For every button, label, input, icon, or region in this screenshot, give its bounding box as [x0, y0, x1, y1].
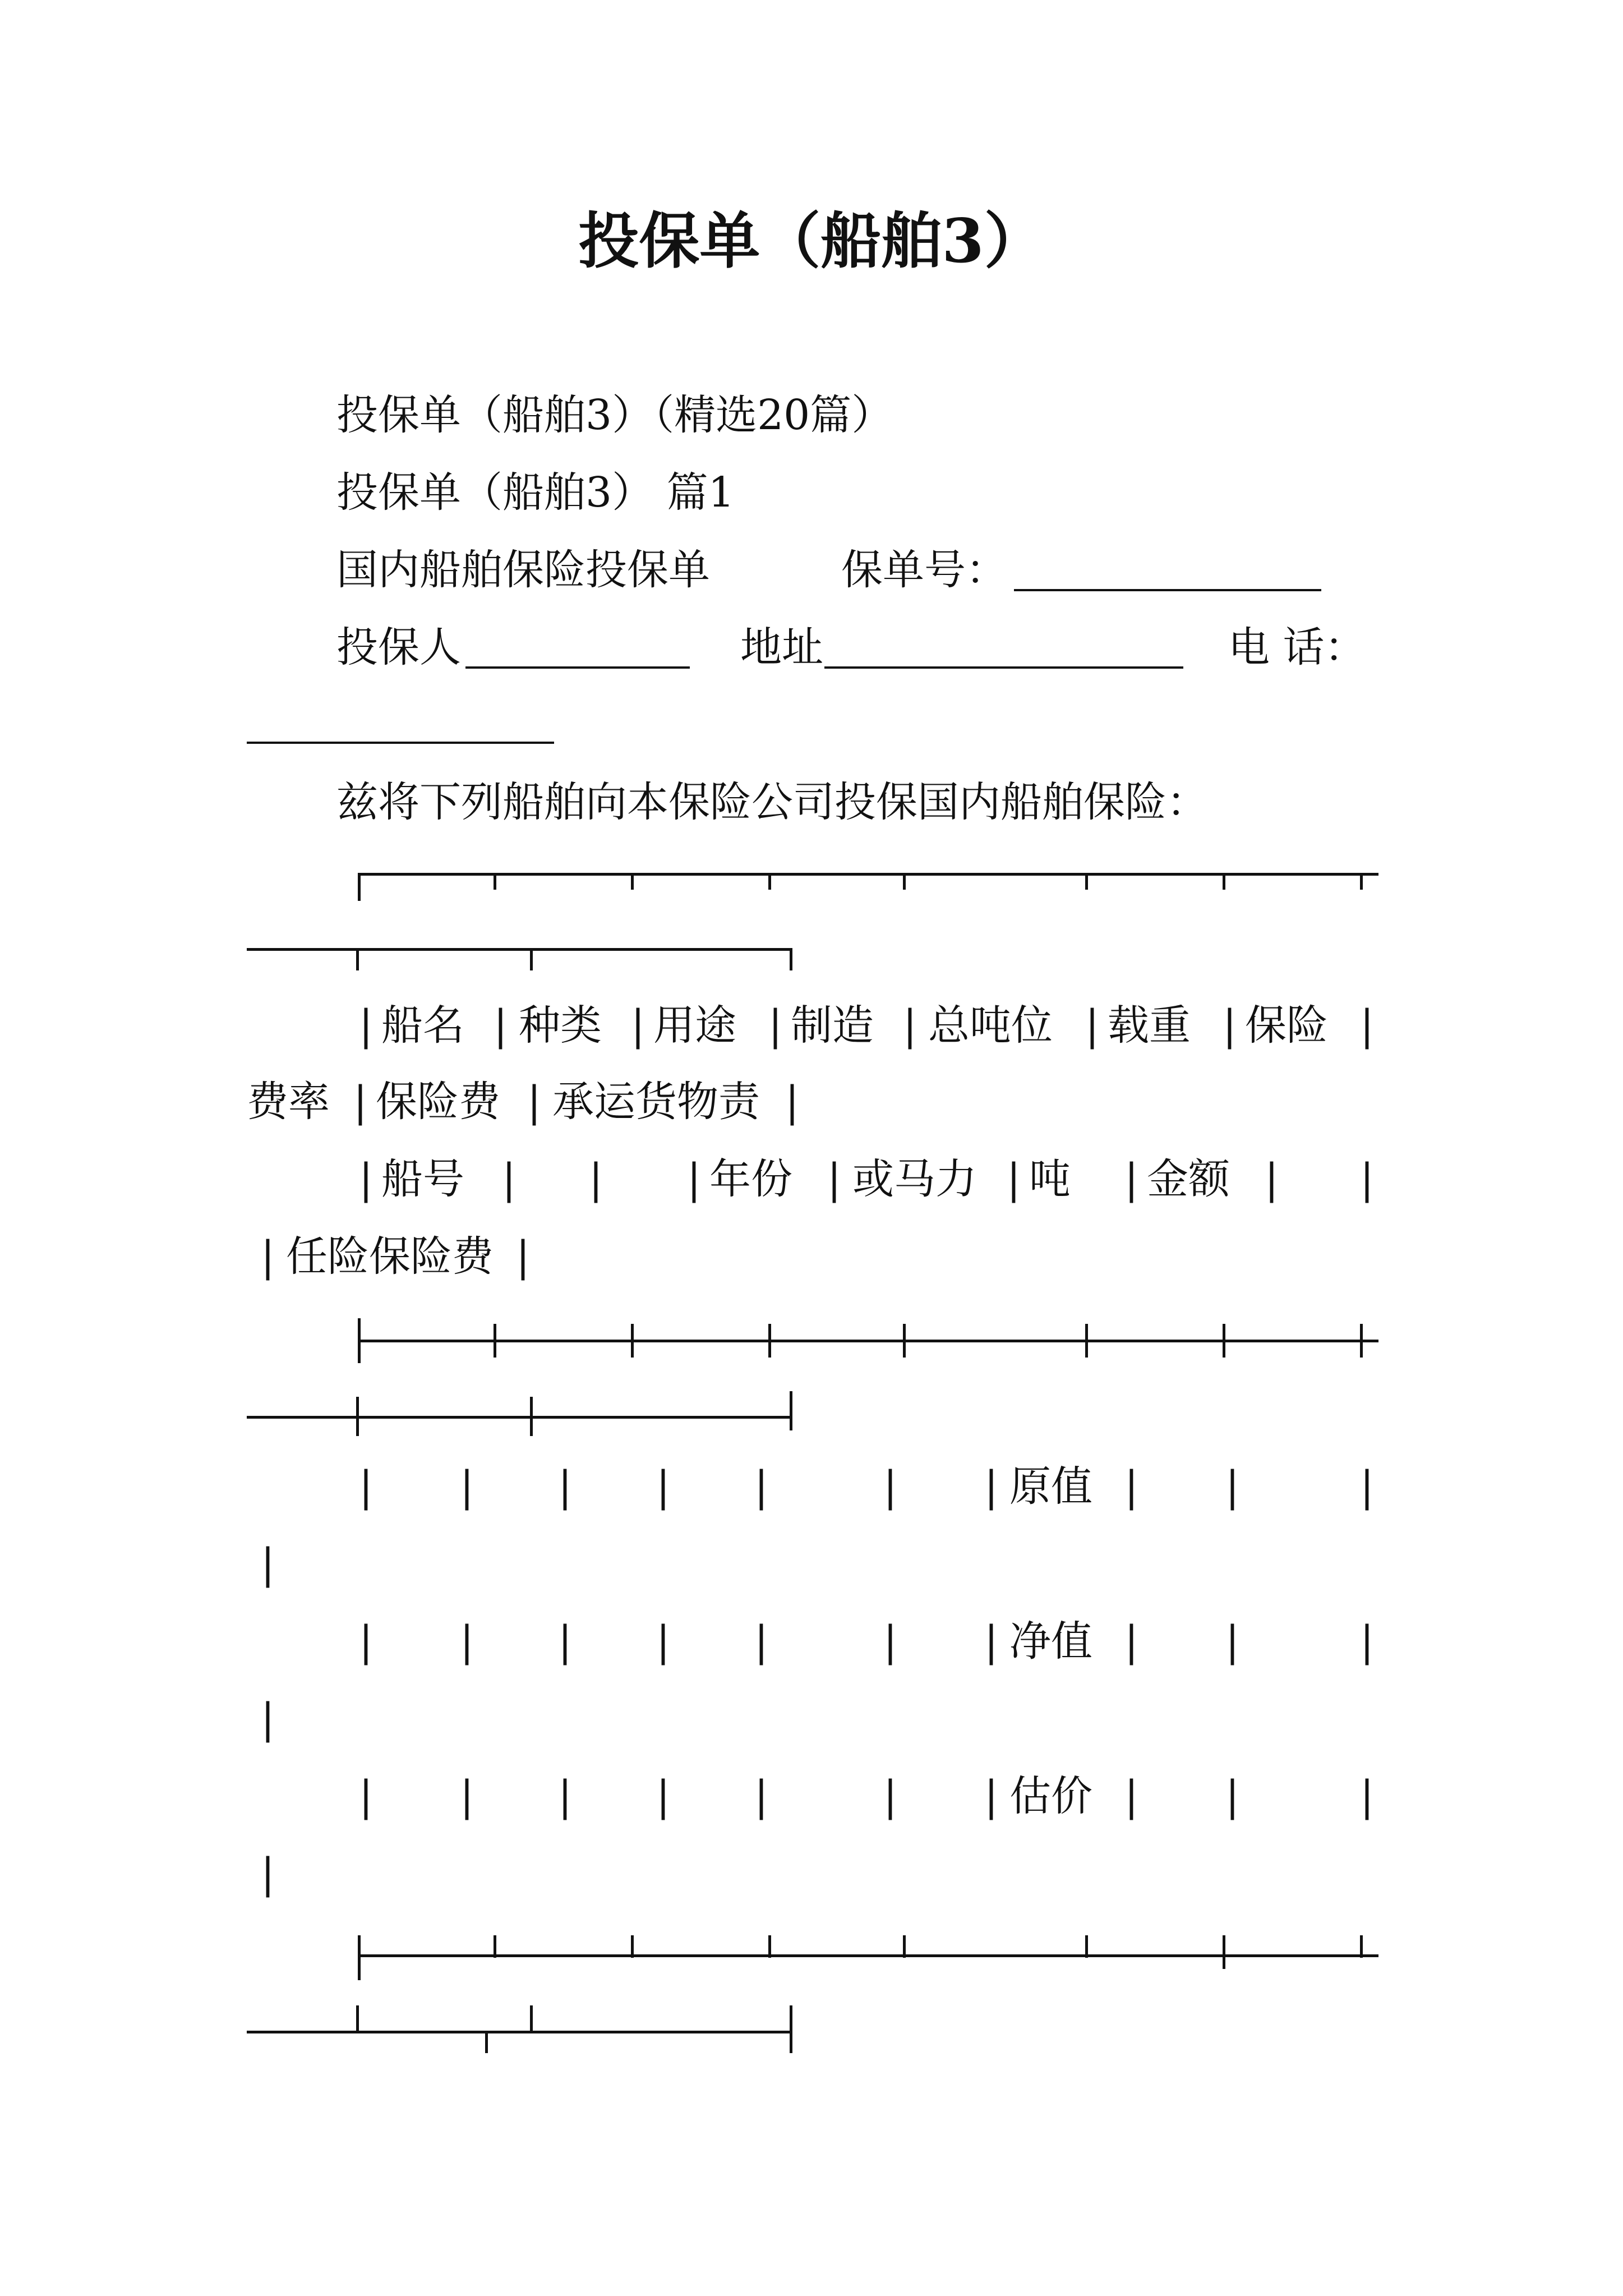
table-bar: | [1360, 1462, 1374, 1511]
table-bar: | [558, 1462, 572, 1511]
row-label-original: 原值 [1009, 1462, 1092, 1511]
table-bar: | [1223, 1001, 1237, 1050]
tick [768, 1324, 771, 1358]
table-bar: | [656, 1772, 670, 1820]
table-corner [358, 873, 361, 901]
table-bar: | [460, 1462, 474, 1511]
table-bar: | [754, 1462, 768, 1511]
tick [358, 1318, 361, 1363]
table-bar: | [1085, 1001, 1099, 1050]
policy-no-label: 保单号： [841, 546, 1007, 594]
header-deadweight: 载重 [1108, 1001, 1191, 1050]
header-horsepower: 或马力 [852, 1155, 977, 1203]
table-bar: | [502, 1155, 516, 1203]
tick [903, 1324, 906, 1358]
table-bar: | [359, 1772, 373, 1820]
form-name: 国内船舶保险投保单 [336, 546, 710, 594]
table-bar: | [1360, 1617, 1374, 1665]
table-bar: | [656, 1617, 670, 1665]
document-subtitle: 投保单（船舶3）（精选20篇） [336, 391, 893, 439]
tick [356, 1397, 359, 1436]
table-bottom-border [358, 1954, 1378, 1957]
tick [631, 873, 634, 890]
tick [1360, 873, 1363, 890]
table-bar: | [1124, 1617, 1138, 1665]
table-bar: | [1124, 1772, 1138, 1820]
tick [356, 2005, 359, 2033]
tick [530, 1397, 533, 1436]
table-bar: | [1007, 1155, 1021, 1203]
table-bar: | [359, 1155, 373, 1203]
tick [1085, 1324, 1088, 1358]
table-bar: | [883, 1617, 897, 1665]
tick [631, 1324, 634, 1358]
table-bar: | [656, 1462, 670, 1511]
tick [768, 1935, 771, 1958]
table-bottom-border-wrap [247, 2031, 791, 2033]
tick [356, 948, 359, 970]
table-bar: | [1360, 1772, 1374, 1820]
table-bar: | [883, 1772, 897, 1820]
tick [494, 873, 496, 890]
header-cargo-liability: 承运货物责 [552, 1078, 760, 1126]
tick [530, 2005, 533, 2033]
table-bar: | [883, 1462, 897, 1511]
tick [790, 2005, 792, 2053]
table-bar: | [631, 1001, 645, 1050]
insured-blank [465, 666, 690, 669]
table-bar: | [589, 1155, 603, 1203]
table-bar: | [903, 1001, 917, 1050]
tick [1223, 873, 1225, 890]
tick [1360, 1935, 1363, 1958]
tick [768, 873, 771, 890]
table-bar: | [494, 1001, 508, 1050]
tick [358, 1935, 361, 1980]
table-bar: | [1124, 1462, 1138, 1511]
table-bar: | [261, 1849, 275, 1898]
table-bar: | [1265, 1155, 1279, 1203]
tick [790, 948, 792, 970]
table-bar: | [558, 1772, 572, 1820]
table-top-border-wrap [247, 948, 791, 951]
header-liability-premium: 任险保险费 [286, 1232, 494, 1281]
header-insured: 保险 [1245, 1001, 1328, 1050]
table-bar: | [558, 1617, 572, 1665]
header-gross-tonnage: 总吨位 [928, 1001, 1053, 1050]
table-bar: | [261, 1540, 275, 1588]
row-label-net: 净值 [1009, 1617, 1092, 1665]
table-bar: | [460, 1772, 474, 1820]
header-amount: 金额 [1147, 1155, 1230, 1203]
table-bar: | [460, 1617, 474, 1665]
header-ship-name: 船名 [381, 1001, 464, 1050]
table-bar: | [754, 1772, 768, 1820]
table-bar: | [359, 1001, 373, 1050]
header-ship-no: 船号 [381, 1155, 464, 1203]
tick [494, 1324, 496, 1358]
table-mid-border [358, 1340, 1378, 1342]
table-bar: | [984, 1462, 998, 1511]
header-ton: 吨 [1029, 1155, 1071, 1203]
tick [1223, 1935, 1225, 1969]
header-type: 种类 [519, 1001, 602, 1050]
tick [530, 948, 533, 970]
table-mid-border-wrap [247, 1416, 791, 1419]
tick [631, 1935, 634, 1958]
header-built: 制造 [791, 1001, 874, 1050]
phone-label: 电 话： [1228, 623, 1366, 671]
table-bar: | [261, 1695, 275, 1743]
tick [1085, 873, 1088, 890]
address-blank [824, 666, 1183, 669]
header-premium: 保险费 [376, 1078, 500, 1126]
table-bar: | [984, 1617, 998, 1665]
insured-label: 投保人 [336, 623, 461, 671]
tick [903, 873, 906, 890]
table-bar: | [261, 1232, 275, 1281]
statement-text: 兹将下列船舶向本保险公司投保国内船舶保险： [336, 778, 1208, 826]
header-use: 用途 [653, 1001, 736, 1050]
phone-blank [247, 742, 554, 744]
tick [485, 2031, 488, 2053]
tick [1085, 1935, 1088, 1958]
address-label: 地址 [740, 623, 823, 671]
table-bar: | [687, 1155, 701, 1203]
table-bar: | [527, 1078, 541, 1126]
table-bar: | [1225, 1462, 1239, 1511]
table-bar: | [1225, 1617, 1239, 1665]
table-top-border [358, 873, 1378, 876]
section-heading: 投保单（船舶3） 篇1 [336, 468, 735, 517]
table-bar: | [984, 1772, 998, 1820]
table-bar: | [1225, 1772, 1239, 1820]
table-bar: | [768, 1001, 782, 1050]
table-bar: | [827, 1155, 841, 1203]
table-bar: | [1360, 1001, 1374, 1050]
tick [1360, 1324, 1363, 1358]
tick [790, 1391, 792, 1430]
table-bar: | [516, 1232, 530, 1281]
tick [494, 1935, 496, 1958]
table-bar: | [785, 1078, 799, 1126]
table-bar: | [359, 1617, 373, 1665]
page-title: 投保单（船舶3） [578, 206, 1045, 277]
policy-no-blank [1014, 589, 1321, 591]
table-bar: | [1360, 1155, 1374, 1203]
header-year: 年份 [709, 1155, 792, 1203]
tick [903, 1935, 906, 1958]
table-bar: | [353, 1078, 367, 1126]
table-bar: | [754, 1617, 768, 1665]
header-rate: 费率 [247, 1078, 330, 1126]
table-bar: | [1124, 1155, 1138, 1203]
table-bar: | [359, 1462, 373, 1511]
row-label-estimate: 估价 [1009, 1772, 1092, 1820]
tick [1223, 1324, 1225, 1358]
